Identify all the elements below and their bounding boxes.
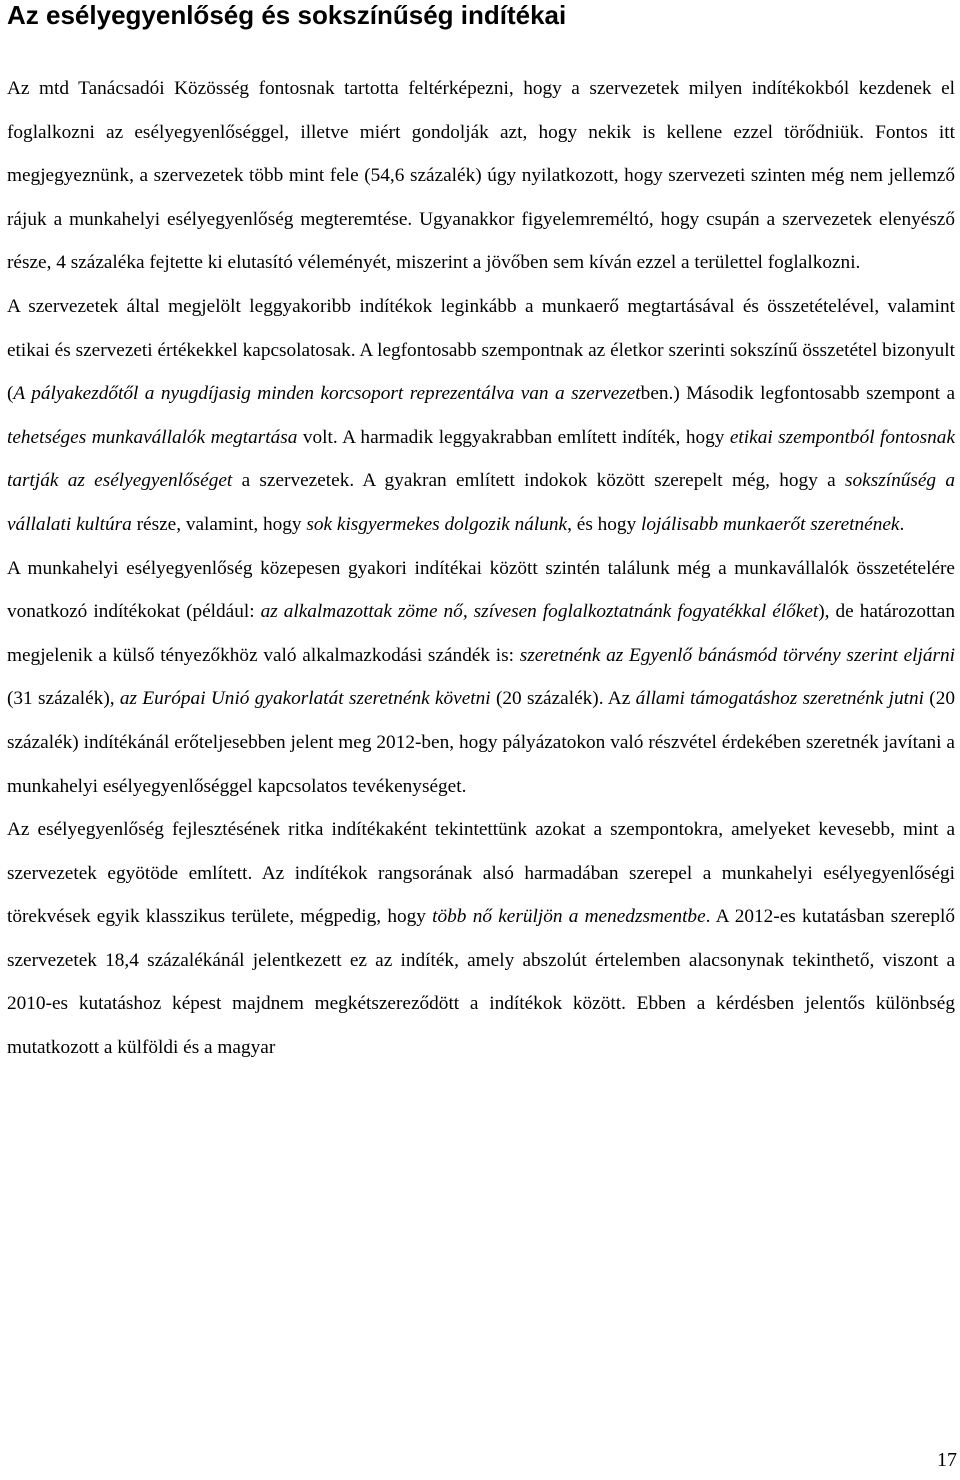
paragraph-main-motives <box>7 285 955 547</box>
emphasis-text: szeretnénk az Egyenlő bánásmód törvény szerint eljárni <box>519 644 956 666</box>
emphasis-text: sok kisgyermekes dolgozik nálunk <box>306 513 568 535</box>
body-text: (20 százalék) indítékánál erőteljesebben jelent meg 2012-ben, hogy pályázatokon való részvétel érdekében szeretnék javítani a munkahelyi esélyegyenlőséggel kapcsolatos tevékenységet. <box>7 688 955 797</box>
emphasis-text: tehetséges munkavállalók megtartása <box>7 426 298 448</box>
paragraph-medium-motives <box>7 547 955 809</box>
body-text: ben.) Második legfontosabb szempont a <box>640 383 955 405</box>
emphasis-text: több nő kerüljön a menedzsmentbe <box>432 906 706 928</box>
emphasis-text: az alkalmazottak zöme nő, szívesen foglalkoztatnánk fogyatékkal élőket <box>260 601 819 623</box>
body-text: (20 százalék). Az <box>490 688 636 710</box>
body-text: Az mtd Tanácsadói Közösség fontosnak tartotta feltérképezni, hogy a szervezetek milyen indítékokból kezdenek el foglalkozni az esélyegyenlőséggel, illetve miért gondolják azt, hogy nekik is kellene ezzel törődniük. Fontos itt megjegyeznünk, a szervezetek több mint fele (54,6 százalék) úgy nyilatkozott, hogy szervezeti szinten még nem jellemző rájuk a munkahelyi esélyegyenlőség megteremtése. Ugyanakkor figyelemreméltó, hogy csupán a szervezetek elenyésző része, 4 százaléka fejtette ki elutasító véleményét, miszerint a jövőben sem kíván ezzel a területtel foglalkozni. <box>7 78 955 274</box>
emphasis-text: az Európai Unió gyakorlatát szeretnénk követni <box>119 688 491 710</box>
body-text: a szervezetek. A gyakran említett indokok között szerepelt még, hogy a <box>232 470 845 492</box>
body-text: Az esélyegyenlőség fejlesztésének ritka indítékaként tekintettünk azokat a szempontokra, amelyeket kevesebb, mint a szervezetek egyötöde említett. Az indítékok rangsorának alsó harmadában szerepel a munkahelyi esélyegyenlőségi törekvések egyik klasszikus területe, mégpedig, hogy <box>7 819 955 928</box>
body-text: . <box>899 513 905 535</box>
body-text: . A 2012-es kutatásban szereplő szervezetek 18,4 százalékánál jelentkezett ez az indíték, amely abszolút értelemben alacsonynak tekinthető, viszont a 2010-es kutatáshoz képest majdnem megkétszereződött a indítékok között. Ebben a kérdésben jelentős különbség mutatkozott a külföldi és a magyar <box>7 906 955 1059</box>
emphasis-text: sokszínűség a vállalati kultúra <box>7 470 955 535</box>
body-text: A szervezetek által megjelölt leggyakoribb indítékok leginkább a munkaerő megtartásával és összetételével, valamint etikai és szervezeti értékekkel kapcsolatosak. A legfontosabb szempontnak az életkor szerinti sokszínű összetétel bizonyult ( <box>7 295 955 405</box>
document-body <box>7 67 955 1070</box>
body-text: (31 százalék), <box>7 688 120 710</box>
body-text: része, valamint, hogy <box>131 513 307 535</box>
emphasis-text: A pályakezdőtől a nyugdíjasig minden korcsoport reprezentálva van a szervezet <box>13 383 641 405</box>
body-text: volt. A harmadik leggyakrabban említett indíték, hogy <box>297 426 730 448</box>
page-number: 17 <box>937 1449 957 1471</box>
paragraph-intro <box>7 67 955 285</box>
body-text: ), de határozottan megjelenik a külső tényezőkhöz való alkalmazkodási szándék is: <box>7 601 955 666</box>
emphasis-text: etikai szempontból fontosnak tartják az esélyegyenlőséget <box>7 426 956 492</box>
emphasis-text: lojálisabb munkaerőt szeretnének <box>641 513 900 535</box>
body-text: A munkahelyi esélyegyenlőség közepesen gyakori indítékai között szintén találunk még a munkavállalók összetételére vonatkozó indítékokat (például: <box>7 557 955 623</box>
paragraph-rare-motives <box>7 808 955 1070</box>
page-title: Az esélyegyenlőség és sokszínűség indítékai <box>7 0 567 30</box>
emphasis-text: állami támogatáshoz szeretnénk jutni <box>635 688 924 710</box>
document-page <box>7 0 955 1070</box>
body-text: , és hogy <box>567 513 642 535</box>
